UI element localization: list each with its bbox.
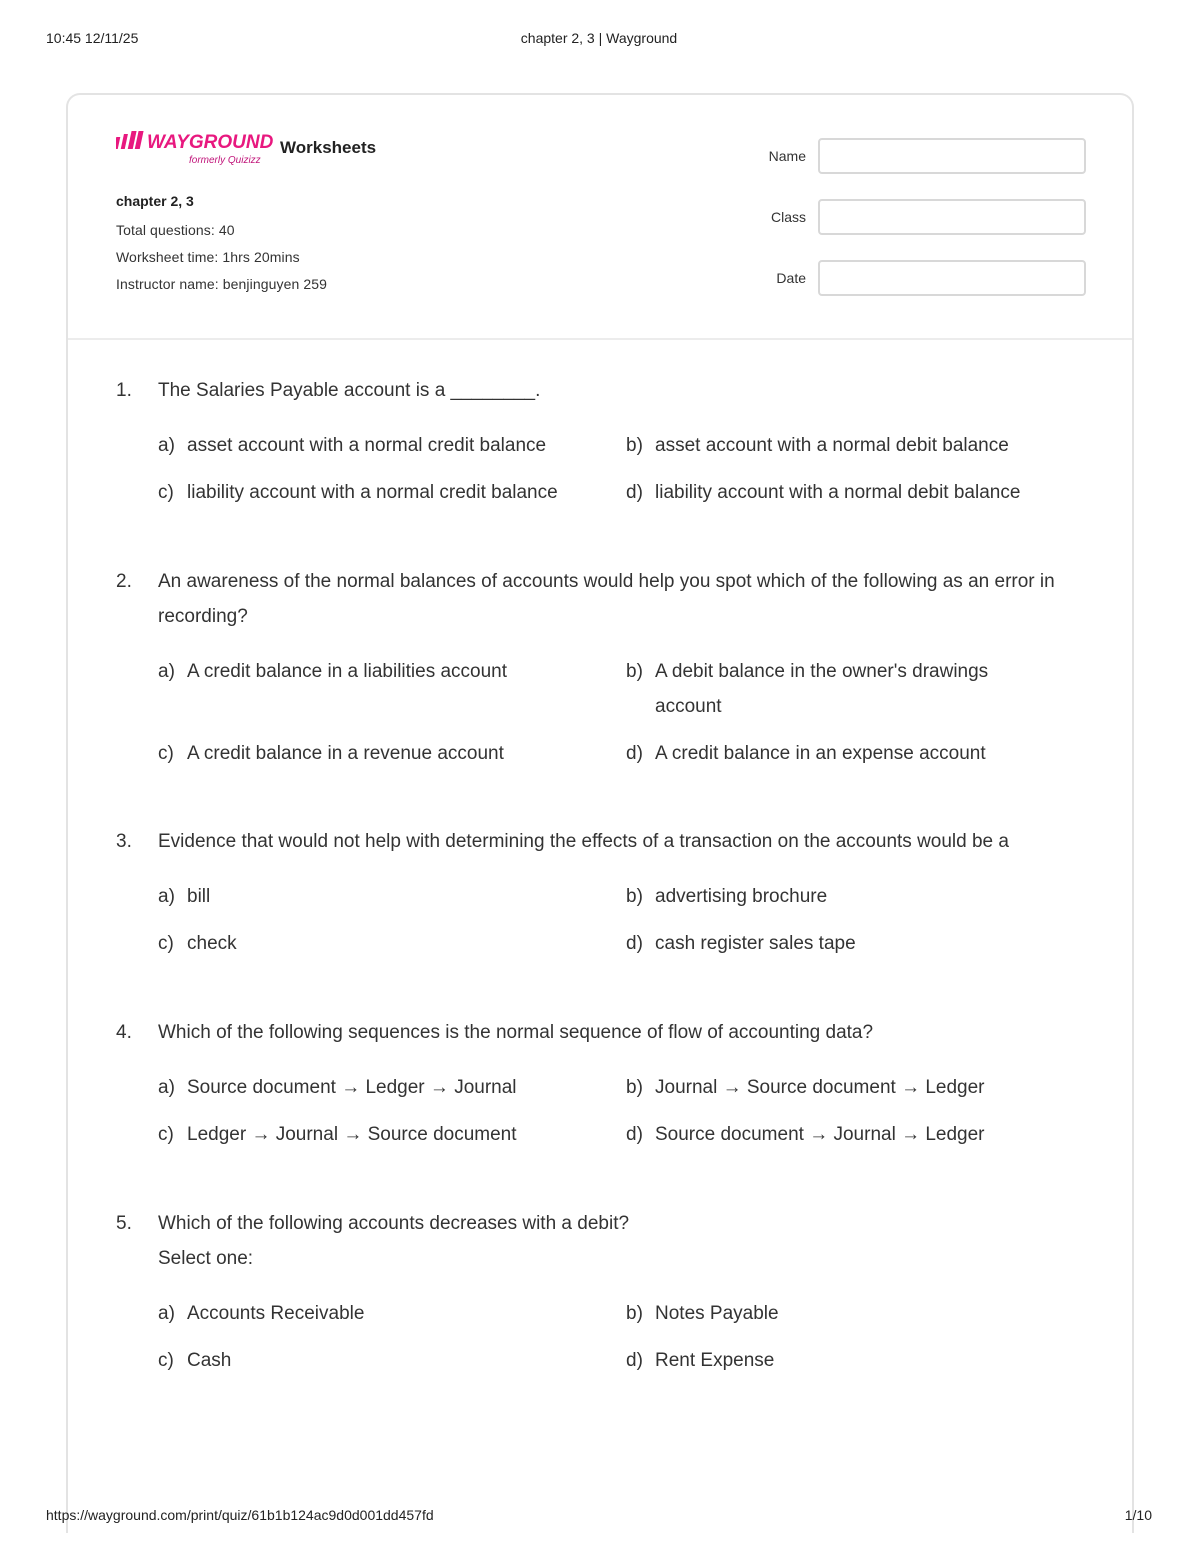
brand-tagline: formerly Quizizz: [189, 155, 261, 166]
option-letter: d): [626, 1350, 643, 1371]
option-a: [158, 879, 626, 914]
option-text: bill: [187, 886, 211, 907]
option-letter: a): [158, 661, 175, 682]
option-text: A credit balance in a liabilities account: [187, 661, 508, 682]
print-datetime: 10:45 12/11/25: [46, 30, 139, 46]
option-grid: [158, 1296, 1096, 1378]
svg-text:WAYGROUND: WAYGROUND: [147, 132, 274, 153]
question-item: [116, 564, 1096, 771]
question-number: 5.: [116, 1213, 132, 1234]
question-text: [116, 373, 1096, 408]
option-text: cash register sales tape: [655, 933, 856, 954]
option-letter: d): [626, 743, 643, 764]
option-grid: [158, 879, 1096, 961]
question-list: [116, 373, 1096, 1378]
option-letter: b): [626, 661, 643, 682]
option-letter: b): [626, 435, 643, 456]
date-label: Date: [776, 270, 806, 286]
option-text: Source document → Journal → Ledger: [655, 1124, 985, 1145]
option-b: [626, 1070, 1076, 1105]
name-field[interactable]: [818, 138, 1086, 174]
option-b: [626, 428, 1076, 463]
option-text: check: [187, 933, 237, 954]
option-letter: c): [158, 743, 174, 764]
option-grid: [158, 428, 1096, 510]
question-text: [116, 564, 1096, 634]
instructor-name: Instructor name: benjinguyen 259: [116, 276, 327, 292]
option-letter: d): [626, 482, 643, 503]
option-letter: b): [626, 886, 643, 907]
worksheet-card: [66, 93, 1134, 1533]
option-c: [158, 1117, 626, 1152]
print-footer: [46, 1507, 1152, 1527]
question-prompt: The Salaries Payable account is a ________.: [158, 380, 541, 401]
date-field-group: [758, 260, 1088, 296]
option-c: [158, 736, 626, 771]
name-field-group: [758, 138, 1088, 174]
worksheet-header: [68, 95, 1132, 340]
option-text: A credit balance in a revenue account: [187, 743, 504, 764]
total-questions: Total questions: 40: [116, 222, 235, 238]
question-prompt: Which of the following sequences is the normal sequence of flow of accounting data?: [158, 1022, 874, 1043]
option-text: Cash: [187, 1350, 232, 1371]
option-letter: a): [158, 435, 175, 456]
option-d: [626, 475, 1076, 510]
option-d: [626, 926, 1076, 961]
option-letter: a): [158, 886, 175, 907]
option-a: [158, 1296, 626, 1331]
print-header: [46, 30, 1152, 50]
question-subtext: [116, 1241, 1096, 1276]
class-field-group: [758, 199, 1088, 235]
name-label: Name: [768, 148, 806, 164]
worksheet-time: Worksheet time: 1hrs 20mins: [116, 249, 300, 265]
option-d: [626, 1117, 1076, 1152]
question-item: [116, 824, 1096, 961]
question-number: 4.: [116, 1022, 132, 1043]
option-c: [158, 1343, 626, 1378]
option-c: [158, 475, 626, 510]
question-instruction: Select one:: [158, 1248, 254, 1269]
question-text: [116, 1015, 1096, 1050]
option-d: [626, 1343, 1076, 1378]
question-prompt: An awareness of the normal balances of accounts would help you spot which of the following as an error in recording?: [158, 571, 1055, 627]
question-prompt: Which of the following accounts decreases with a debit?: [158, 1213, 630, 1234]
option-letter: c): [158, 482, 174, 503]
question-text: [116, 1206, 1096, 1241]
section-name: Worksheets: [280, 138, 377, 157]
option-text: A debit balance in the owner's drawings account: [655, 661, 989, 717]
option-letter: c): [158, 1350, 174, 1371]
option-text: Rent Expense: [655, 1350, 775, 1371]
option-text: advertising brochure: [655, 886, 828, 907]
option-text: liability account with a normal debit balance: [655, 482, 1021, 503]
option-grid: [158, 1070, 1096, 1152]
worksheet-title: chapter 2, 3: [116, 193, 194, 209]
option-a: [158, 1070, 626, 1105]
question-text: [116, 824, 1096, 859]
print-page-title: chapter 2, 3 | Wayground: [520, 30, 678, 46]
option-text: Journal → Source document → Ledger: [655, 1077, 985, 1098]
option-letter: b): [626, 1077, 643, 1098]
option-text: Notes Payable: [655, 1303, 779, 1324]
option-d: [626, 736, 1076, 771]
option-text: Ledger → Journal → Source document: [187, 1124, 517, 1145]
option-text: A credit balance in an expense account: [655, 743, 986, 764]
option-letter: c): [158, 1124, 174, 1145]
option-text: asset account with a normal debit balance: [655, 435, 1009, 456]
question-item: [116, 373, 1096, 510]
option-a: [158, 654, 626, 724]
question-item: [116, 1015, 1096, 1152]
option-letter: b): [626, 1303, 643, 1324]
option-grid: [158, 654, 1096, 771]
question-number: 1.: [116, 380, 132, 401]
print-url[interactable]: https://wayground.com/print/quiz/61b1b124ac9d0d001dd457fd: [46, 1507, 434, 1523]
wayground-logo-icon: [116, 129, 276, 155]
option-a: [158, 428, 626, 463]
class-field[interactable]: [818, 199, 1086, 235]
option-b: [626, 1296, 1076, 1331]
option-letter: a): [158, 1077, 175, 1098]
option-c: [158, 926, 626, 961]
option-b: [626, 879, 1076, 914]
question-item: [116, 1206, 1096, 1378]
option-letter: d): [626, 1124, 643, 1145]
brand: [116, 129, 416, 169]
date-field[interactable]: [818, 260, 1086, 296]
worksheet-meta: [116, 193, 327, 303]
page-number: 1/10: [1124, 1507, 1152, 1523]
option-text: asset account with a normal credit balance: [187, 435, 547, 456]
question-number: 2.: [116, 571, 132, 592]
question-prompt: Evidence that would not help with determining the effects of a transaction on the accounts would be a: [158, 831, 1009, 852]
option-letter: d): [626, 933, 643, 954]
option-letter: a): [158, 1303, 175, 1324]
question-number: 3.: [116, 831, 132, 852]
class-label: Class: [770, 209, 806, 225]
option-text: liability account with a normal credit balance: [187, 482, 558, 503]
option-b: [626, 654, 1076, 724]
option-text: Source document → Ledger → Journal: [187, 1077, 517, 1098]
option-text: Accounts Receivable: [187, 1303, 365, 1324]
option-letter: c): [158, 933, 174, 954]
